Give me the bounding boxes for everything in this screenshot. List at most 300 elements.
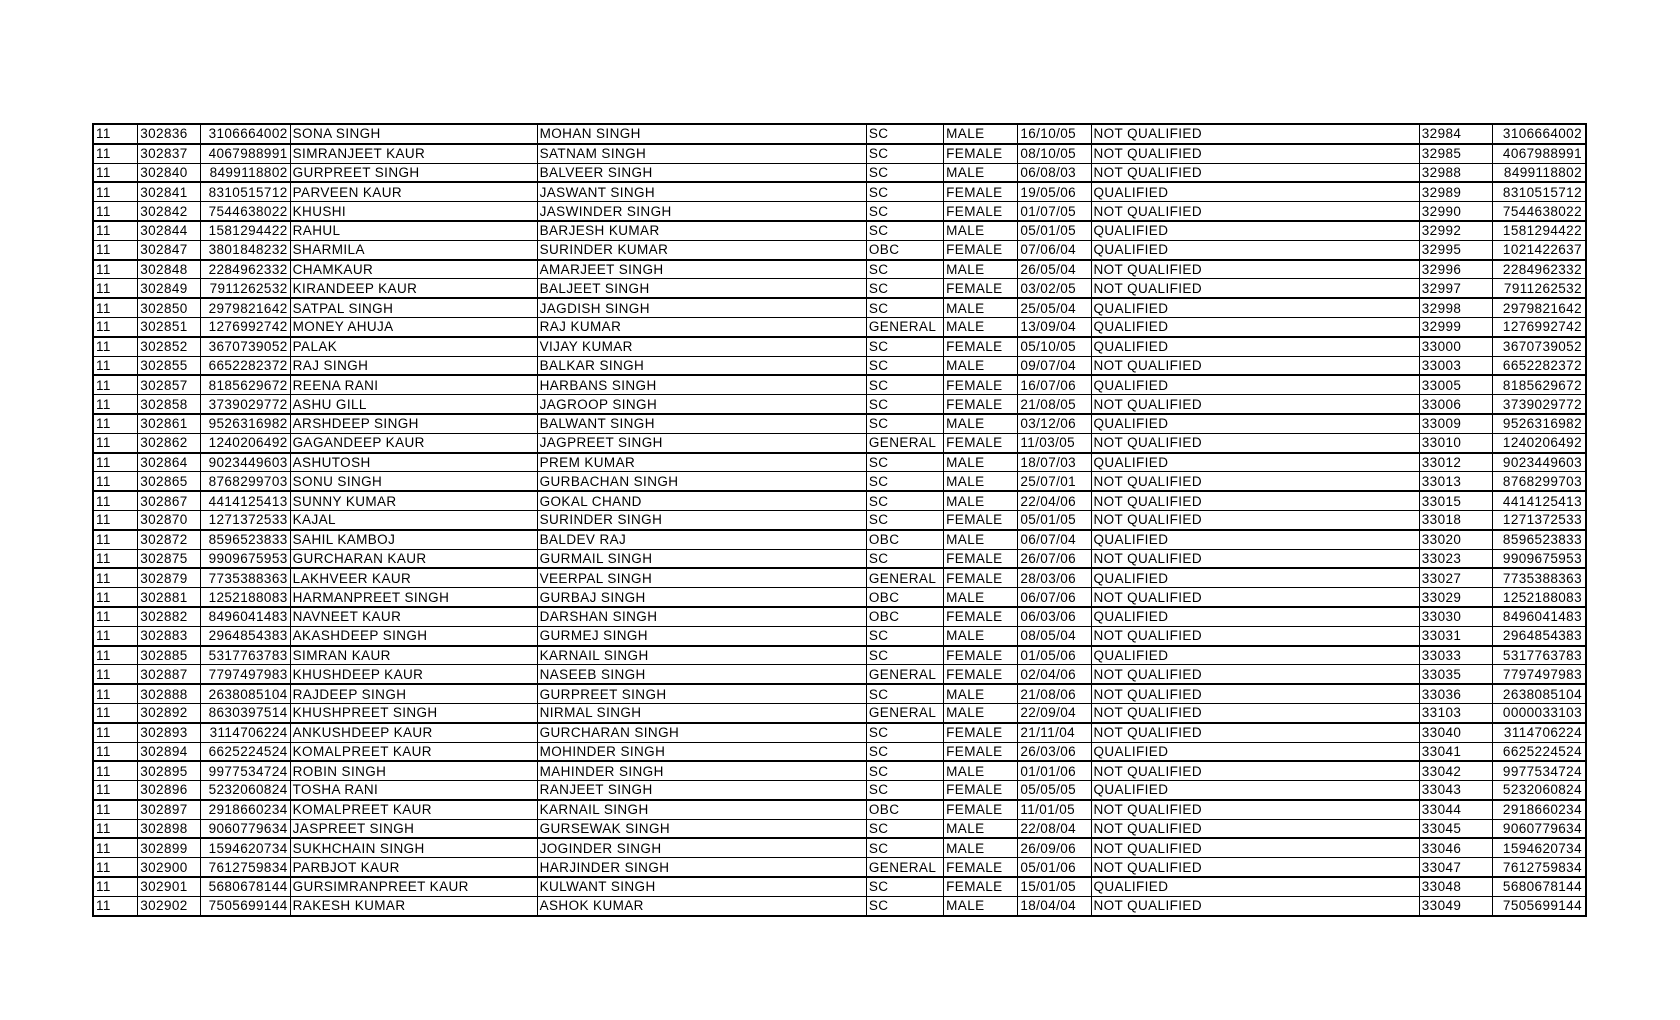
table-row <box>93 260 1586 279</box>
gender-cell: FEMALE <box>944 858 1018 877</box>
category-cell: OBC <box>866 607 943 626</box>
roll-no-cell: 302872 <box>138 530 201 549</box>
dob-cell: 01/01/06 <box>1018 761 1091 780</box>
student-name-cell: GURSIMRANPREET KAUR <box>290 877 537 896</box>
father-name-cell: JASWINDER SINGH <box>537 202 866 221</box>
serial-cell: 33035 <box>1419 665 1492 684</box>
registration-id-cell: 2964854383 <box>1492 626 1586 645</box>
father-name-cell: KARNAIL SINGH <box>537 646 866 665</box>
student-name-cell: KHUSHPREET SINGH <box>290 703 537 722</box>
student-name-cell: HARMANPREET SINGH <box>290 588 537 607</box>
student-name-cell: KOMALPREET KAUR <box>290 742 537 761</box>
dob-cell: 21/11/04 <box>1018 723 1091 742</box>
father-name-cell: SURINDER KUMAR <box>537 240 866 259</box>
class-cell: 11 <box>93 414 138 433</box>
registration-id-cell: 7612759834 <box>1492 858 1586 877</box>
father-name-cell: NASEEB SINGH <box>537 665 866 684</box>
serial-cell: 33042 <box>1419 761 1492 780</box>
dob-cell: 21/08/06 <box>1018 684 1091 703</box>
table-row <box>93 761 1586 780</box>
roll-no-cell: 302836 <box>138 124 201 144</box>
father-name-cell: JOGINDER SINGH <box>537 838 866 857</box>
roll-no-cell: 302893 <box>138 723 201 742</box>
student-name-cell: RAJ SINGH <box>290 356 537 375</box>
registration-no-cell: 1581294422 <box>201 221 290 240</box>
registration-no-cell: 1594620734 <box>201 838 290 857</box>
registration-no-cell: 7735388363 <box>201 568 290 587</box>
registration-no-cell: 7505699144 <box>201 896 290 915</box>
registration-id-cell: 1021422637 <box>1492 240 1586 259</box>
student-name-cell: JASPREET SINGH <box>290 819 537 838</box>
serial-cell: 32992 <box>1419 221 1492 240</box>
class-cell: 11 <box>93 240 138 259</box>
father-name-cell: VIJAY KUMAR <box>537 337 866 356</box>
gender-cell: MALE <box>944 356 1018 375</box>
dob-cell: 06/03/06 <box>1018 607 1091 626</box>
class-cell: 11 <box>93 356 138 375</box>
table-row <box>93 124 1586 144</box>
category-cell: SC <box>866 549 943 568</box>
gender-cell: FEMALE <box>944 549 1018 568</box>
father-name-cell: GURBACHAN SINGH <box>537 472 866 491</box>
gender-cell: FEMALE <box>944 742 1018 761</box>
serial-cell: 32999 <box>1419 317 1492 336</box>
table-row <box>93 800 1586 819</box>
student-name-cell: SIMRANJEET KAUR <box>290 144 537 163</box>
serial-cell: 33045 <box>1419 819 1492 838</box>
registration-id-cell: 2918660234 <box>1492 800 1586 819</box>
father-name-cell: MOHAN SINGH <box>537 124 866 144</box>
category-cell: SC <box>866 202 943 221</box>
student-name-cell: SIMRAN KAUR <box>290 646 537 665</box>
table-row <box>93 819 1586 838</box>
category-cell: SC <box>866 356 943 375</box>
serial-cell: 33043 <box>1419 781 1492 800</box>
gender-cell: MALE <box>944 684 1018 703</box>
serial-cell: 33103 <box>1419 703 1492 722</box>
registration-no-cell: 3801848232 <box>201 240 290 259</box>
registration-id-cell: 1252188083 <box>1492 588 1586 607</box>
student-name-cell: ASHUTOSH <box>290 453 537 472</box>
registration-no-cell: 3114706224 <box>201 723 290 742</box>
result-cell: QUALIFIED <box>1091 742 1419 761</box>
category-cell: SC <box>866 684 943 703</box>
category-cell: SC <box>866 838 943 857</box>
registration-id-cell: 1240206492 <box>1492 433 1586 452</box>
serial-cell: 32989 <box>1419 182 1492 201</box>
class-cell: 11 <box>93 317 138 336</box>
category-cell: OBC <box>866 530 943 549</box>
gender-cell: MALE <box>944 221 1018 240</box>
category-cell: SC <box>866 375 943 394</box>
dob-cell: 03/12/06 <box>1018 414 1091 433</box>
registration-id-cell: 1581294422 <box>1492 221 1586 240</box>
student-name-cell: SUNNY KUMAR <box>290 491 537 510</box>
roll-no-cell: 302850 <box>138 298 201 317</box>
student-name-cell: PARVEEN KAUR <box>290 182 537 201</box>
student-name-cell: LAKHVEER KAUR <box>290 568 537 587</box>
registration-id-cell: 1271372533 <box>1492 510 1586 529</box>
result-cell: QUALIFIED <box>1091 375 1419 394</box>
roll-no-cell: 302900 <box>138 858 201 877</box>
class-cell: 11 <box>93 144 138 163</box>
table-row <box>93 742 1586 761</box>
roll-no-cell: 302852 <box>138 337 201 356</box>
category-cell: SC <box>866 626 943 645</box>
class-cell: 11 <box>93 182 138 201</box>
gender-cell: FEMALE <box>944 665 1018 684</box>
father-name-cell: BARJESH KUMAR <box>537 221 866 240</box>
dob-cell: 18/07/03 <box>1018 453 1091 472</box>
class-cell: 11 <box>93 395 138 414</box>
serial-cell: 33005 <box>1419 375 1492 394</box>
category-cell: SC <box>866 646 943 665</box>
student-name-cell: RAJDEEP SINGH <box>290 684 537 703</box>
roll-no-cell: 302849 <box>138 279 201 298</box>
result-cell: NOT QUALIFIED <box>1091 260 1419 279</box>
serial-cell: 32984 <box>1419 124 1492 144</box>
father-name-cell: GURMEJ SINGH <box>537 626 866 645</box>
results-table-body <box>93 124 1586 916</box>
serial-cell: 33044 <box>1419 800 1492 819</box>
father-name-cell: BALDEV RAJ <box>537 530 866 549</box>
student-name-cell: SONU SINGH <box>290 472 537 491</box>
result-cell: NOT QUALIFIED <box>1091 395 1419 414</box>
dob-cell: 05/10/05 <box>1018 337 1091 356</box>
roll-no-cell: 302870 <box>138 510 201 529</box>
category-cell: GENERAL <box>866 665 943 684</box>
registration-no-cell: 9060779634 <box>201 819 290 838</box>
category-cell: SC <box>866 510 943 529</box>
table-row <box>93 510 1586 529</box>
result-cell: NOT QUALIFIED <box>1091 588 1419 607</box>
result-cell: NOT QUALIFIED <box>1091 626 1419 645</box>
dob-cell: 05/01/06 <box>1018 858 1091 877</box>
table-row <box>93 646 1586 665</box>
roll-no-cell: 302892 <box>138 703 201 722</box>
class-cell: 11 <box>93 202 138 221</box>
result-cell: NOT QUALIFIED <box>1091 491 1419 510</box>
serial-cell: 32988 <box>1419 163 1492 182</box>
class-cell: 11 <box>93 337 138 356</box>
student-name-cell: ROBIN SINGH <box>290 761 537 780</box>
table-row <box>93 781 1586 800</box>
category-cell: SC <box>866 742 943 761</box>
father-name-cell: SATNAM SINGH <box>537 144 866 163</box>
class-cell: 11 <box>93 646 138 665</box>
table-row <box>93 491 1586 510</box>
serial-cell: 33015 <box>1419 491 1492 510</box>
serial-cell: 33027 <box>1419 568 1492 587</box>
gender-cell: MALE <box>944 472 1018 491</box>
dob-cell: 07/06/04 <box>1018 240 1091 259</box>
result-cell: NOT QUALIFIED <box>1091 761 1419 780</box>
registration-id-cell: 4067988991 <box>1492 144 1586 163</box>
gender-cell: MALE <box>944 588 1018 607</box>
serial-cell: 33047 <box>1419 858 1492 877</box>
gender-cell: MALE <box>944 317 1018 336</box>
father-name-cell: BALWANT SINGH <box>537 414 866 433</box>
registration-id-cell: 0000033103 <box>1492 703 1586 722</box>
gender-cell: FEMALE <box>944 800 1018 819</box>
category-cell: SC <box>866 144 943 163</box>
father-name-cell: VEERPAL SINGH <box>537 568 866 587</box>
registration-no-cell: 8596523833 <box>201 530 290 549</box>
dob-cell: 15/01/05 <box>1018 877 1091 896</box>
class-cell: 11 <box>93 472 138 491</box>
gender-cell: FEMALE <box>944 568 1018 587</box>
category-cell: SC <box>866 453 943 472</box>
table-row <box>93 626 1586 645</box>
result-cell: QUALIFIED <box>1091 453 1419 472</box>
dob-cell: 05/01/05 <box>1018 510 1091 529</box>
registration-id-cell: 8496041483 <box>1492 607 1586 626</box>
gender-cell: FEMALE <box>944 279 1018 298</box>
father-name-cell: GURBAJ SINGH <box>537 588 866 607</box>
category-cell: SC <box>866 260 943 279</box>
registration-no-cell: 4414125413 <box>201 491 290 510</box>
class-cell: 11 <box>93 453 138 472</box>
student-name-cell: REENA RANI <box>290 375 537 394</box>
student-name-cell: AKASHDEEP SINGH <box>290 626 537 645</box>
table-row <box>93 337 1586 356</box>
table-row <box>93 684 1586 703</box>
result-cell: NOT QUALIFIED <box>1091 202 1419 221</box>
roll-no-cell: 302879 <box>138 568 201 587</box>
registration-id-cell: 8499118802 <box>1492 163 1586 182</box>
registration-no-cell: 3739029772 <box>201 395 290 414</box>
category-cell: SC <box>866 395 943 414</box>
result-cell: NOT QUALIFIED <box>1091 279 1419 298</box>
registration-id-cell: 7911262532 <box>1492 279 1586 298</box>
gender-cell: MALE <box>944 453 1018 472</box>
student-name-cell: MONEY AHUJA <box>290 317 537 336</box>
table-row <box>93 607 1586 626</box>
class-cell: 11 <box>93 800 138 819</box>
class-cell: 11 <box>93 858 138 877</box>
gender-cell: MALE <box>944 530 1018 549</box>
dob-cell: 06/07/04 <box>1018 530 1091 549</box>
class-cell: 11 <box>93 279 138 298</box>
father-name-cell: SURINDER SINGH <box>537 510 866 529</box>
class-cell: 11 <box>93 838 138 857</box>
result-cell: NOT QUALIFIED <box>1091 472 1419 491</box>
serial-cell: 32996 <box>1419 260 1492 279</box>
result-cell: QUALIFIED <box>1091 781 1419 800</box>
dob-cell: 26/03/06 <box>1018 742 1091 761</box>
student-name-cell: RAHUL <box>290 221 537 240</box>
serial-cell: 33036 <box>1419 684 1492 703</box>
class-cell: 11 <box>93 588 138 607</box>
table-row <box>93 703 1586 722</box>
gender-cell: MALE <box>944 896 1018 915</box>
result-cell: NOT QUALIFIED <box>1091 858 1419 877</box>
serial-cell: 33029 <box>1419 588 1492 607</box>
class-cell: 11 <box>93 761 138 780</box>
dob-cell: 28/03/06 <box>1018 568 1091 587</box>
roll-no-cell: 302857 <box>138 375 201 394</box>
result-cell: QUALIFIED <box>1091 240 1419 259</box>
result-cell: NOT QUALIFIED <box>1091 356 1419 375</box>
class-cell: 11 <box>93 549 138 568</box>
father-name-cell: GURPREET SINGH <box>537 684 866 703</box>
registration-no-cell: 2979821642 <box>201 298 290 317</box>
table-row <box>93 568 1586 587</box>
result-cell: NOT QUALIFIED <box>1091 896 1419 915</box>
student-name-cell: PALAK <box>290 337 537 356</box>
dob-cell: 05/05/05 <box>1018 781 1091 800</box>
result-cell: NOT QUALIFIED <box>1091 124 1419 144</box>
roll-no-cell: 302895 <box>138 761 201 780</box>
dob-cell: 22/08/04 <box>1018 819 1091 838</box>
student-name-cell: SATPAL SINGH <box>290 298 537 317</box>
gender-cell: MALE <box>944 761 1018 780</box>
dob-cell: 06/08/03 <box>1018 163 1091 182</box>
student-name-cell: GURCHARAN KAUR <box>290 549 537 568</box>
class-cell: 11 <box>93 723 138 742</box>
class-cell: 11 <box>93 684 138 703</box>
father-name-cell: JAGDISH SINGH <box>537 298 866 317</box>
dob-cell: 22/04/06 <box>1018 491 1091 510</box>
registration-no-cell: 8185629672 <box>201 375 290 394</box>
result-cell: NOT QUALIFIED <box>1091 703 1419 722</box>
class-cell: 11 <box>93 703 138 722</box>
registration-no-cell: 8630397514 <box>201 703 290 722</box>
gender-cell: MALE <box>944 491 1018 510</box>
result-cell: QUALIFIED <box>1091 646 1419 665</box>
gender-cell: FEMALE <box>944 646 1018 665</box>
student-name-cell: KOMALPREET KAUR <box>290 800 537 819</box>
category-cell: GENERAL <box>866 317 943 336</box>
registration-id-cell: 9060779634 <box>1492 819 1586 838</box>
registration-no-cell: 9023449603 <box>201 453 290 472</box>
registration-no-cell: 8496041483 <box>201 607 290 626</box>
roll-no-cell: 302861 <box>138 414 201 433</box>
category-cell: SC <box>866 723 943 742</box>
student-name-cell: SHARMILA <box>290 240 537 259</box>
registration-id-cell: 8596523833 <box>1492 530 1586 549</box>
registration-no-cell: 1252188083 <box>201 588 290 607</box>
category-cell: GENERAL <box>866 703 943 722</box>
table-row <box>93 221 1586 240</box>
result-cell: NOT QUALIFIED <box>1091 549 1419 568</box>
category-cell: SC <box>866 298 943 317</box>
table-row <box>93 588 1586 607</box>
registration-no-cell: 5317763783 <box>201 646 290 665</box>
category-cell: GENERAL <box>866 858 943 877</box>
serial-cell: 33031 <box>1419 626 1492 645</box>
roll-no-cell: 302837 <box>138 144 201 163</box>
result-cell: NOT QUALIFIED <box>1091 433 1419 452</box>
class-cell: 11 <box>93 665 138 684</box>
roll-no-cell: 302844 <box>138 221 201 240</box>
registration-id-cell: 5232060824 <box>1492 781 1586 800</box>
category-cell: SC <box>866 414 943 433</box>
dob-cell: 06/07/06 <box>1018 588 1091 607</box>
registration-id-cell: 9977534724 <box>1492 761 1586 780</box>
registration-id-cell: 3114706224 <box>1492 723 1586 742</box>
category-cell: OBC <box>866 800 943 819</box>
father-name-cell: DARSHAN SINGH <box>537 607 866 626</box>
result-cell: QUALIFIED <box>1091 317 1419 336</box>
father-name-cell: HARJINDER SINGH <box>537 858 866 877</box>
registration-no-cell: 1271372533 <box>201 510 290 529</box>
student-name-cell: SONA SINGH <box>290 124 537 144</box>
result-cell: QUALIFIED <box>1091 530 1419 549</box>
registration-no-cell: 3106664002 <box>201 124 290 144</box>
gender-cell: MALE <box>944 414 1018 433</box>
serial-cell: 33048 <box>1419 877 1492 896</box>
gender-cell: MALE <box>944 298 1018 317</box>
serial-cell: 33006 <box>1419 395 1492 414</box>
father-name-cell: BALVEER SINGH <box>537 163 866 182</box>
dob-cell: 26/05/04 <box>1018 260 1091 279</box>
gender-cell: FEMALE <box>944 182 1018 201</box>
roll-no-cell: 302897 <box>138 800 201 819</box>
result-cell: NOT QUALIFIED <box>1091 510 1419 529</box>
dob-cell: 13/09/04 <box>1018 317 1091 336</box>
table-row <box>93 530 1586 549</box>
table-row <box>93 453 1586 472</box>
result-cell: QUALIFIED <box>1091 182 1419 201</box>
dob-cell: 11/01/05 <box>1018 800 1091 819</box>
registration-no-cell: 2638085104 <box>201 684 290 703</box>
father-name-cell: JASWANT SINGH <box>537 182 866 201</box>
dob-cell: 03/02/05 <box>1018 279 1091 298</box>
registration-id-cell: 2979821642 <box>1492 298 1586 317</box>
student-name-cell: RAKESH KUMAR <box>290 896 537 915</box>
registration-no-cell: 8310515712 <box>201 182 290 201</box>
student-name-cell: KIRANDEEP KAUR <box>290 279 537 298</box>
class-cell: 11 <box>93 260 138 279</box>
dob-cell: 08/10/05 <box>1018 144 1091 163</box>
registration-id-cell: 8768299703 <box>1492 472 1586 491</box>
result-cell: NOT QUALIFIED <box>1091 723 1419 742</box>
student-name-cell: KHUSHI <box>290 202 537 221</box>
serial-cell: 32985 <box>1419 144 1492 163</box>
registration-no-cell: 9909675953 <box>201 549 290 568</box>
dob-cell: 25/07/01 <box>1018 472 1091 491</box>
dob-cell: 16/07/06 <box>1018 375 1091 394</box>
serial-cell: 33030 <box>1419 607 1492 626</box>
category-cell: SC <box>866 221 943 240</box>
student-name-cell: GAGANDEEP KAUR <box>290 433 537 452</box>
result-cell: NOT QUALIFIED <box>1091 819 1419 838</box>
dob-cell: 01/07/05 <box>1018 202 1091 221</box>
roll-no-cell: 302902 <box>138 896 201 915</box>
dob-cell: 26/09/06 <box>1018 838 1091 857</box>
registration-no-cell: 9526316982 <box>201 414 290 433</box>
gender-cell: FEMALE <box>944 877 1018 896</box>
roll-no-cell: 302883 <box>138 626 201 645</box>
roll-no-cell: 302855 <box>138 356 201 375</box>
result-cell: NOT QUALIFIED <box>1091 684 1419 703</box>
registration-id-cell: 3106664002 <box>1492 124 1586 144</box>
class-cell: 11 <box>93 221 138 240</box>
father-name-cell: MAHINDER SINGH <box>537 761 866 780</box>
result-cell: QUALIFIED <box>1091 221 1419 240</box>
father-name-cell: PREM KUMAR <box>537 453 866 472</box>
registration-no-cell: 1276992742 <box>201 317 290 336</box>
gender-cell: MALE <box>944 703 1018 722</box>
category-cell: GENERAL <box>866 568 943 587</box>
table-row <box>93 144 1586 163</box>
table-row <box>93 838 1586 857</box>
roll-no-cell: 302851 <box>138 317 201 336</box>
table-row <box>93 896 1586 915</box>
registration-no-cell: 7544638022 <box>201 202 290 221</box>
registration-id-cell: 1594620734 <box>1492 838 1586 857</box>
